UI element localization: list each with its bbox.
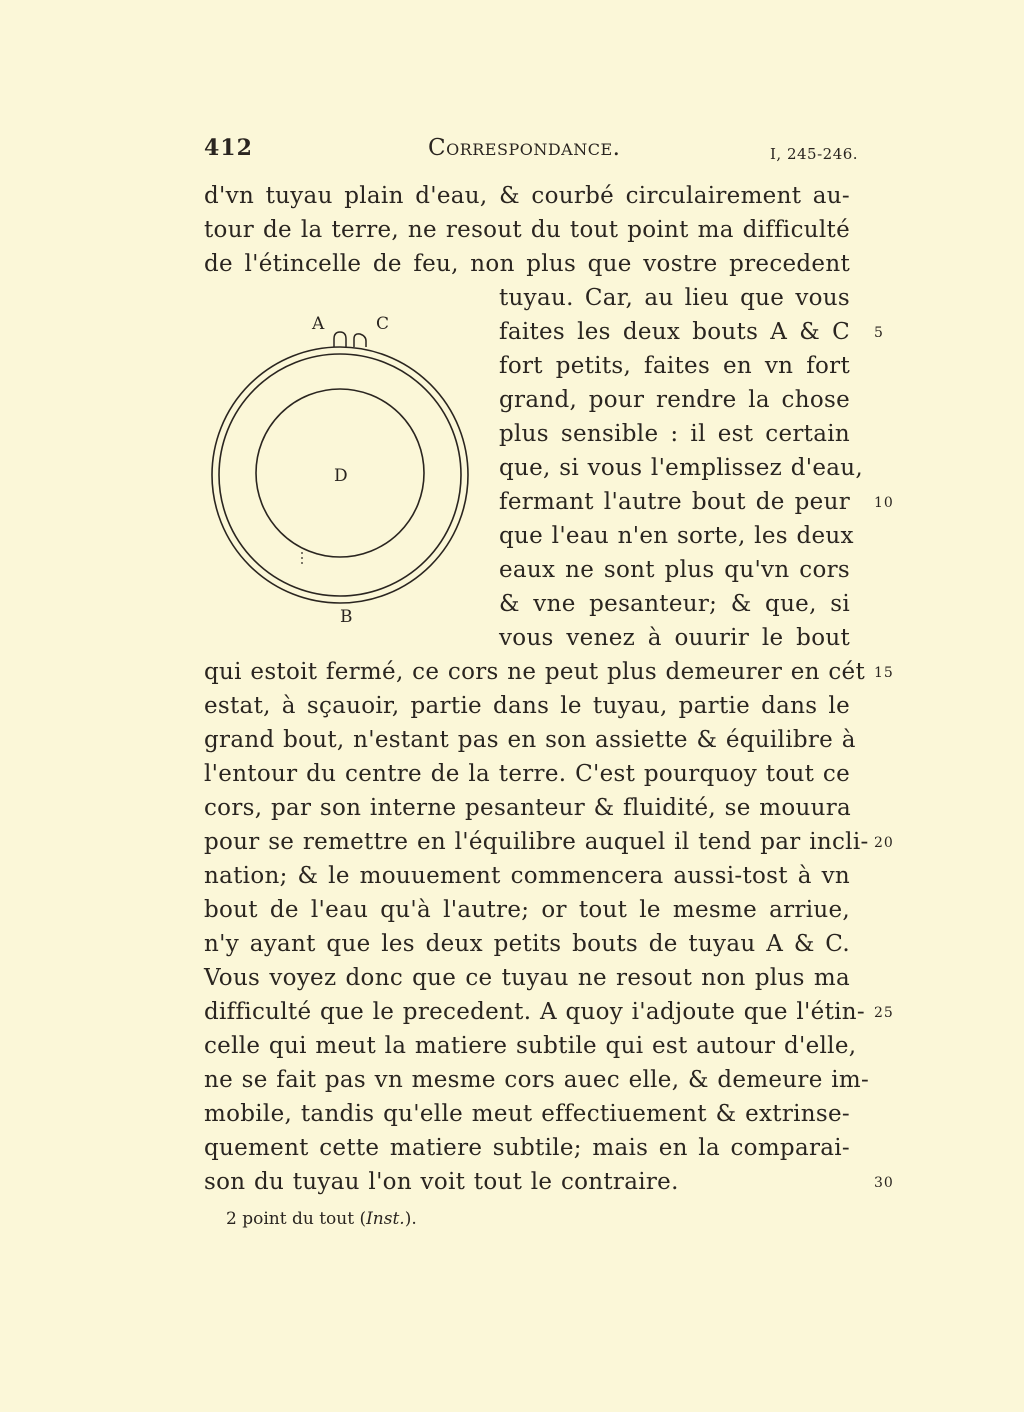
text-line: n'y ayant que les deux petits bouts de tuyau A & C. xyxy=(204,931,850,957)
text-line: Vous voyez donc que ce tuyau ne resout non plus ma xyxy=(204,965,850,991)
line-number: 30 xyxy=(874,1175,894,1191)
text-line: fermant l'autre bout de peur xyxy=(499,489,850,515)
label-d: D xyxy=(334,466,348,486)
text-line: eaux ne sont plus qu'vn cors xyxy=(499,557,850,583)
tube-circle-figure xyxy=(206,305,478,635)
text-line: l'entour du centre de la terre. C'est pourquoy tout ce xyxy=(204,761,850,787)
line-number: 10 xyxy=(874,495,894,511)
text-line: de l'étincelle de feu, non plus que vostre precedent xyxy=(204,251,850,277)
text-line: quement cette matiere subtile; mais en la comparai- xyxy=(204,1135,850,1161)
label-c: C xyxy=(376,314,390,334)
text-line: que l'eau n'en sorte, les deux xyxy=(499,523,854,549)
text-line: celle qui meut la matiere subtile qui est autour d'elle, xyxy=(204,1033,857,1059)
text-line: ne se fait pas vn mesme cors auec elle, & demeure im- xyxy=(204,1067,870,1093)
tube-end-a xyxy=(334,332,346,347)
text-line: tour de la terre, ne resout du tout point ma difficulté xyxy=(204,217,850,243)
text-line: & vne pesanteur; & que, si xyxy=(499,591,850,617)
label-a: A xyxy=(312,314,325,334)
footnote xyxy=(226,1207,417,1231)
text-line: bout de l'eau qu'à l'autre; or tout le mesme arriue, xyxy=(204,897,850,923)
text-line: son du tuyau l'on voit tout le contraire. xyxy=(204,1169,679,1195)
text-line: tuyau. Car, au lieu que vous xyxy=(499,285,850,311)
footnote-source: Inst. xyxy=(366,1209,405,1229)
text-line: plus sensible : il est certain xyxy=(499,421,850,447)
text-line: faites les deux bouts A & C xyxy=(499,319,850,345)
line-number: 5 xyxy=(874,325,884,341)
footnote-close: ). xyxy=(404,1209,417,1229)
line-number: 25 xyxy=(874,1005,894,1021)
volume-reference: I, 245-246. xyxy=(770,145,859,163)
running-title: Correspondance. xyxy=(428,135,621,161)
line-number: 20 xyxy=(874,835,894,851)
text-line: qui estoit fermé, ce cors ne peut plus demeurer en cét xyxy=(204,659,866,685)
tube-end-c xyxy=(354,334,366,347)
page-number: 412 xyxy=(204,135,253,161)
line-number: 15 xyxy=(874,665,894,681)
text-line: pour se remettre en l'équilibre auquel il tend par incli- xyxy=(204,829,869,855)
footnote-text: 2 point du tout ( xyxy=(226,1209,367,1229)
text-line: nation; & le mouuement commencera aussi-tost à vn xyxy=(204,863,850,889)
text-line: fort petits, faites en vn fort xyxy=(499,353,850,379)
text-line: mobile, tandis qu'elle meut effectiuement & extrinse- xyxy=(204,1101,850,1127)
label-b: B xyxy=(340,607,353,627)
text-line: vous venez à ouurir le bout xyxy=(499,625,850,651)
text-line: grand, pour rendre la chose xyxy=(499,387,850,413)
text-line: d'vn tuyau plain d'eau, & courbé circulairement au- xyxy=(204,183,850,209)
text-line: estat, à sçauoir, partie dans le tuyau, partie dans le xyxy=(204,693,850,719)
text-line: que, si vous l'emplissez d'eau, xyxy=(499,455,863,481)
text-line: grand bout, n'estant pas en son assiette & équilibre à xyxy=(204,727,856,753)
text-line: difficulté que le precedent. A quoy i'adjoute que l'étin- xyxy=(204,999,865,1025)
text-line: cors, par son interne pesanteur & fluidité, se mouura xyxy=(204,795,852,821)
